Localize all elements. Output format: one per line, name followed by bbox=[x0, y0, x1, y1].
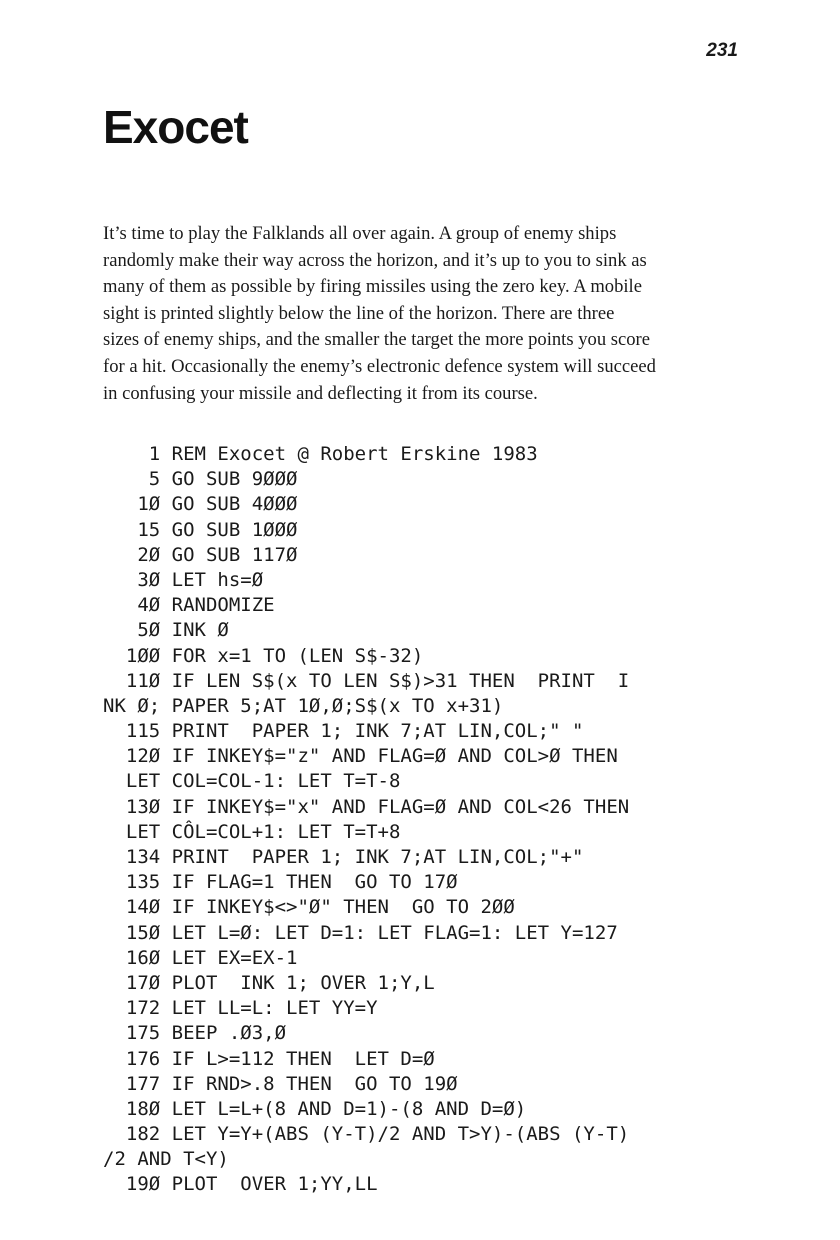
intro-line: for a hit. Occasionally the enemy’s electronic defence system will succeed bbox=[103, 355, 656, 377]
code-line: 15Ø LET L=Ø: LET D=1: LET FLAG=1: LET Y=127 bbox=[103, 921, 618, 944]
intro-line: sight is printed slightly below the line of the horizon. There are three bbox=[103, 302, 615, 324]
code-line: 17Ø PLOT INK 1; OVER 1;Y,L bbox=[103, 971, 435, 994]
code-line: 12Ø IF INKEY$="z" AND FLAG=Ø AND COL>Ø THEN bbox=[103, 745, 618, 768]
code-line: 5Ø INK Ø bbox=[103, 619, 229, 642]
code-line: 15 GO SUB 1ØØØ bbox=[103, 518, 298, 541]
code-line: 11Ø IF LEN S$(x TO LEN S$)>31 THEN PRINT I bbox=[103, 669, 630, 692]
code-line: 14Ø IF INKEY$<>"Ø" THEN GO TO 2ØØ bbox=[103, 896, 515, 919]
code-line: 177 IF RND>.8 THEN GO TO 19Ø bbox=[103, 1072, 458, 1095]
intro-line: randomly make their way across the horizon, and it’s up to you to sink as bbox=[103, 249, 647, 271]
code-line: 1ØØ FOR x=1 TO (LEN S$-32) bbox=[103, 644, 424, 667]
code-line: 2Ø GO SUB 117Ø bbox=[103, 543, 298, 566]
code-line: 175 BEEP .Ø3,Ø bbox=[103, 1022, 287, 1045]
intro-paragraph bbox=[103, 221, 763, 407]
code-line: 172 LET LL=L: LET YY=Y bbox=[103, 997, 378, 1020]
code-line: 13Ø IF INKEY$="x" AND FLAG=Ø AND COL<26 THEN bbox=[103, 795, 630, 818]
code-line: 135 IF FLAG=1 THEN GO TO 17Ø bbox=[103, 871, 458, 894]
code-line: /2 AND T<Y) bbox=[103, 1148, 229, 1171]
code-line: 3Ø LET hs=Ø bbox=[103, 568, 264, 591]
code-line: 182 LET Y=Y+(ABS (Y-T)/2 AND T>Y)-(ABS (Y-T) bbox=[103, 1123, 630, 1146]
code-line: 16Ø LET EX=EX-1 bbox=[103, 946, 298, 969]
intro-line: sizes of enemy ships, and the smaller the target the more points you score bbox=[103, 329, 650, 351]
code-line: 134 PRINT PAPER 1; INK 7;AT LIN,COL;"+" bbox=[103, 846, 584, 868]
code-line: 19Ø PLOT OVER 1;YY,LL bbox=[103, 1173, 378, 1196]
code-line: LET CÔL=COL+1: LET T=T+8 bbox=[103, 820, 401, 843]
intro-line: many of them as possible by firing missiles using the zero key. A mobile bbox=[103, 276, 642, 298]
code-line: 115 PRINT PAPER 1; INK 7;AT LIN,COL;" " bbox=[103, 720, 584, 743]
code-listing bbox=[103, 442, 803, 1198]
page-number: 231 bbox=[706, 40, 738, 61]
page-title: Exocet bbox=[103, 101, 248, 153]
code-line: 1 REM Exocet @ Robert Erskine 1983 bbox=[103, 443, 538, 465]
intro-line: in confusing your missile and deflecting it from its course. bbox=[103, 382, 538, 404]
code-line: 1Ø GO SUB 4ØØØ bbox=[103, 493, 298, 516]
code-line: 18Ø LET L=L+(8 AND D=1)-(8 AND D=Ø) bbox=[103, 1097, 527, 1120]
code-line: 5 GO SUB 9ØØØ bbox=[103, 468, 298, 491]
code-line: LET COL=COL-1: LET T=T-8 bbox=[103, 770, 401, 793]
code-line: 4Ø RANDOMIZE bbox=[103, 594, 275, 617]
code-line: NK Ø; PAPER 5;AT 1Ø,Ø;S$(x TO x+31) bbox=[103, 694, 504, 717]
intro-line: It’s time to play the Falklands all over again. A group of enemy ships bbox=[103, 223, 617, 244]
code-line: 176 IF L>=112 THEN LET D=Ø bbox=[103, 1047, 435, 1070]
